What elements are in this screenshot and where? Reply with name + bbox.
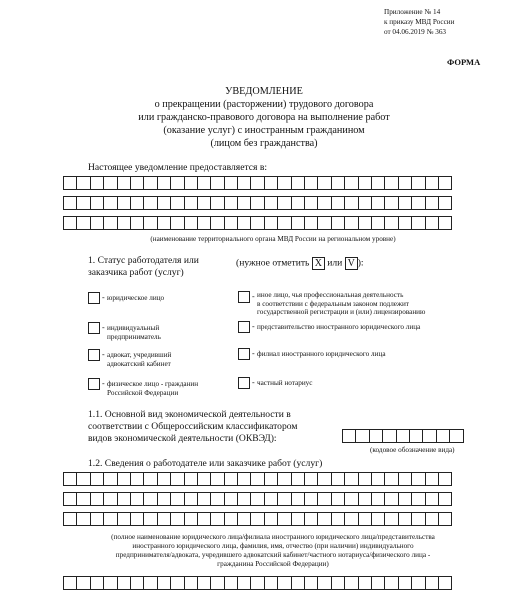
section11-line2: соответствии с Общероссийским классификатором — [88, 421, 298, 432]
input-cell[interactable] — [317, 176, 331, 190]
input-cell[interactable] — [237, 472, 251, 486]
section1-title-line1: 1. Статус работодателя или — [88, 255, 199, 266]
status-option-lawyer: адвокат, учредивший адвокатский кабинет — [107, 351, 172, 368]
input-cell[interactable] — [117, 216, 131, 230]
input-cell[interactable] — [197, 176, 211, 190]
input-cell[interactable] — [384, 216, 398, 230]
input-cell[interactable] — [237, 216, 251, 230]
input-cell[interactable] — [344, 472, 358, 486]
form-subtitle-line2: или гражданско-правового договора на выполнение работ — [138, 112, 390, 123]
input-cell[interactable] — [264, 176, 278, 190]
input-cell[interactable] — [358, 196, 372, 210]
input-cell[interactable] — [157, 176, 171, 190]
input-cell[interactable] — [396, 429, 410, 443]
input-cell[interactable] — [197, 196, 211, 210]
mark-instruction — [236, 257, 364, 270]
appendix-date: от 04.06.2019 № 363 — [384, 28, 447, 36]
mark-v-sample: V — [345, 257, 358, 270]
input-cell[interactable] — [184, 492, 198, 506]
input-cell[interactable] — [371, 472, 385, 486]
input-cell[interactable] — [304, 216, 318, 230]
input-cell[interactable] — [398, 176, 412, 190]
status-checkbox-lawyer[interactable] — [88, 349, 100, 361]
input-cell[interactable] — [250, 472, 264, 486]
input-cell[interactable] — [237, 176, 251, 190]
input-cell[interactable] — [331, 216, 345, 230]
input-cell[interactable] — [157, 216, 171, 230]
input-cell[interactable] — [355, 429, 369, 443]
input-cell[interactable] — [317, 576, 331, 590]
input-cell[interactable] — [291, 176, 305, 190]
input-cell[interactable] — [90, 216, 104, 230]
input-cell[interactable] — [130, 492, 144, 506]
employer-name-row-1[interactable] — [63, 472, 452, 486]
input-cell[interactable] — [358, 472, 372, 486]
input-cell[interactable] — [210, 492, 224, 506]
input-cell[interactable] — [63, 576, 77, 590]
input-cell[interactable] — [210, 216, 224, 230]
input-cell[interactable] — [184, 176, 198, 190]
input-cell[interactable] — [130, 176, 144, 190]
input-cell[interactable] — [371, 196, 385, 210]
input-cell[interactable] — [90, 512, 104, 526]
input-cell[interactable] — [103, 472, 117, 486]
input-cell[interactable] — [76, 576, 90, 590]
input-cell[interactable] — [371, 576, 385, 590]
form-subtitle-line1: о прекращении (расторжении) трудового договора — [154, 99, 374, 110]
input-cell[interactable] — [224, 196, 238, 210]
input-cell[interactable] — [398, 196, 412, 210]
input-cell[interactable] — [90, 176, 104, 190]
mark-suffix: ): — [357, 257, 364, 269]
input-cell[interactable] — [411, 492, 425, 506]
input-cell[interactable] — [384, 472, 398, 486]
input-cell[interactable] — [371, 176, 385, 190]
input-cell[interactable] — [90, 196, 104, 210]
input-cell[interactable] — [117, 576, 131, 590]
input-cell[interactable] — [291, 512, 305, 526]
input-cell[interactable] — [384, 492, 398, 506]
input-cell[interactable] — [425, 472, 439, 486]
input-cell[interactable] — [63, 472, 77, 486]
input-cell[interactable] — [411, 576, 425, 590]
input-cell[interactable] — [157, 196, 171, 210]
input-cell[interactable] — [130, 196, 144, 210]
mark-prefix: (нужное отметить — [236, 257, 310, 269]
input-cell[interactable] — [130, 472, 144, 486]
input-cell[interactable] — [130, 512, 144, 526]
input-cell[interactable] — [76, 492, 90, 506]
input-cell[interactable] — [317, 472, 331, 486]
input-cell[interactable] — [170, 472, 184, 486]
input-cell[interactable] — [264, 512, 278, 526]
input-cell[interactable] — [184, 576, 198, 590]
appendix-number: Приложение № 14 — [384, 8, 441, 16]
input-cell[interactable] — [264, 472, 278, 486]
input-cell[interactable] — [170, 492, 184, 506]
input-cell[interactable] — [237, 492, 251, 506]
input-cell[interactable] — [76, 176, 90, 190]
employer-name-row-4[interactable] — [63, 576, 452, 590]
input-cell[interactable] — [197, 492, 211, 506]
input-cell[interactable] — [425, 512, 439, 526]
input-cell[interactable] — [384, 576, 398, 590]
input-cell[interactable] — [411, 196, 425, 210]
status-option-representative-office: представительство иностранного юридического лица — [257, 323, 421, 331]
input-cell[interactable] — [103, 196, 117, 210]
status-checkbox-legal-entity[interactable] — [88, 292, 100, 304]
input-cell[interactable] — [130, 576, 144, 590]
input-cell[interactable] — [224, 512, 238, 526]
input-cell[interactable] — [384, 512, 398, 526]
authority-row-1[interactable] — [63, 176, 452, 190]
input-cell[interactable] — [237, 576, 251, 590]
input-cell[interactable] — [210, 512, 224, 526]
input-cell[interactable] — [103, 176, 117, 190]
input-cell[interactable] — [371, 512, 385, 526]
input-cell[interactable] — [344, 512, 358, 526]
input-cell[interactable] — [210, 472, 224, 486]
okved-code-field[interactable] — [342, 429, 464, 443]
status-checkbox-other-person[interactable] — [238, 291, 250, 303]
status-option-branch: филиал иностранного юридического лица — [257, 350, 386, 358]
okved-caption: (кодовое обозначение вида) — [370, 446, 455, 454]
authority-row-2[interactable] — [63, 196, 452, 210]
form-subtitle-line3: (оказание услуг) с иностранным гражданином — [163, 125, 365, 136]
input-cell[interactable] — [117, 512, 131, 526]
input-cell[interactable] — [264, 492, 278, 506]
input-cell[interactable] — [358, 512, 372, 526]
input-cell[interactable] — [90, 472, 104, 486]
input-cell[interactable] — [103, 492, 117, 506]
input-cell[interactable] — [291, 216, 305, 230]
input-cell[interactable] — [224, 216, 238, 230]
input-cell[interactable] — [317, 512, 331, 526]
input-cell[interactable] — [277, 576, 291, 590]
input-cell[interactable] — [63, 512, 77, 526]
input-cell[interactable] — [117, 472, 131, 486]
dash: - — [102, 379, 105, 388]
input-cell[interactable] — [237, 196, 251, 210]
input-cell[interactable] — [342, 429, 356, 443]
input-cell[interactable] — [224, 492, 238, 506]
dash: - — [102, 323, 105, 332]
status-checkbox-representative-office[interactable] — [238, 321, 250, 333]
employer-name-row-2[interactable] — [63, 492, 452, 506]
input-cell[interactable] — [425, 176, 439, 190]
input-cell[interactable] — [291, 472, 305, 486]
input-cell[interactable] — [382, 429, 396, 443]
form-label: ФОРМА — [447, 57, 481, 67]
input-cell[interactable] — [250, 196, 264, 210]
status-checkbox-notary[interactable] — [238, 377, 250, 389]
input-cell[interactable] — [331, 472, 345, 486]
input-cell[interactable] — [224, 472, 238, 486]
section11-line1: 1.1. Основной вид экономической деятельности в — [88, 409, 291, 420]
input-cell[interactable] — [384, 196, 398, 210]
input-cell[interactable] — [291, 576, 305, 590]
input-cell[interactable] — [438, 472, 452, 486]
input-cell[interactable] — [411, 512, 425, 526]
form-title: УВЕДОМЛЕНИЕ — [225, 86, 303, 97]
dash: - — [102, 293, 105, 302]
input-cell[interactable] — [117, 196, 131, 210]
input-cell[interactable] — [184, 196, 198, 210]
input-cell[interactable] — [398, 576, 412, 590]
input-cell[interactable] — [63, 196, 77, 210]
input-cell[interactable] — [117, 176, 131, 190]
input-cell[interactable] — [76, 216, 90, 230]
input-cell[interactable] — [317, 492, 331, 506]
input-cell[interactable] — [438, 512, 452, 526]
input-cell[interactable] — [438, 196, 452, 210]
input-cell[interactable] — [103, 512, 117, 526]
input-cell[interactable] — [317, 196, 331, 210]
input-cell[interactable] — [344, 216, 358, 230]
input-cell[interactable] — [264, 576, 278, 590]
employer-caption-line2: иностранного юридического лица, фамилия, имя, отчество (при наличии) индивидуального — [132, 542, 414, 550]
input-cell[interactable] — [277, 492, 291, 506]
input-cell[interactable] — [157, 512, 171, 526]
input-cell[interactable] — [130, 216, 144, 230]
input-cell[interactable] — [358, 576, 372, 590]
employer-caption-line3: предпринимателя/адвоката, учредившего адвокатский кабинет/частного нотариуса/физического лица - — [115, 551, 431, 559]
input-cell[interactable] — [63, 216, 77, 230]
input-cell[interactable] — [170, 576, 184, 590]
input-cell[interactable] — [425, 492, 439, 506]
input-cell[interactable] — [143, 196, 157, 210]
status-option-entrepreneur: индивидуальный предприниматель — [107, 324, 161, 341]
input-cell[interactable] — [277, 176, 291, 190]
input-cell[interactable] — [157, 576, 171, 590]
input-cell[interactable] — [398, 512, 412, 526]
input-cell[interactable] — [170, 512, 184, 526]
input-cell[interactable] — [170, 176, 184, 190]
input-cell[interactable] — [331, 196, 345, 210]
input-cell[interactable] — [224, 576, 238, 590]
input-cell[interactable] — [369, 429, 383, 443]
dash: - — [252, 292, 255, 301]
input-cell[interactable] — [197, 512, 211, 526]
status-option-legal-entity: юридическое лицо — [107, 294, 165, 302]
input-cell[interactable] — [277, 472, 291, 486]
input-cell[interactable] — [425, 576, 439, 590]
input-cell[interactable] — [331, 576, 345, 590]
status-checkbox-individual[interactable] — [88, 378, 100, 390]
input-cell[interactable] — [250, 492, 264, 506]
input-cell[interactable] — [398, 472, 412, 486]
input-cell[interactable] — [344, 176, 358, 190]
input-cell[interactable] — [344, 492, 358, 506]
input-cell[interactable] — [210, 176, 224, 190]
appendix-order: к приказу МВД России — [384, 18, 455, 26]
input-cell[interactable] — [143, 472, 157, 486]
input-cell[interactable] — [438, 576, 452, 590]
input-cell[interactable] — [371, 216, 385, 230]
dash: - — [252, 349, 255, 358]
section1-title-line2: заказчика работ (услуг) — [88, 267, 184, 278]
input-cell[interactable] — [63, 492, 77, 506]
input-cell[interactable] — [157, 492, 171, 506]
intro-text: Настоящее уведомление предоставляется в: — [88, 162, 268, 173]
input-cell[interactable] — [371, 492, 385, 506]
status-option-other-person: иное лицо, чья профессиональная деятельность в соответствии с федеральным законом подлежит государственной регистрации и (или) лицензированию — [257, 291, 426, 317]
input-cell[interactable] — [411, 216, 425, 230]
input-cell[interactable] — [76, 196, 90, 210]
input-cell[interactable] — [210, 576, 224, 590]
input-cell[interactable] — [264, 196, 278, 210]
input-cell[interactable] — [76, 472, 90, 486]
input-cell[interactable] — [344, 196, 358, 210]
mark-or: или — [327, 257, 343, 269]
input-cell[interactable] — [425, 196, 439, 210]
dash: - — [102, 350, 105, 359]
input-cell[interactable] — [250, 176, 264, 190]
input-cell[interactable] — [291, 196, 305, 210]
input-cell[interactable] — [250, 512, 264, 526]
input-cell[interactable] — [358, 216, 372, 230]
input-cell[interactable] — [304, 176, 318, 190]
input-cell[interactable] — [304, 472, 318, 486]
employer-name-row-3[interactable] — [63, 512, 452, 526]
input-cell[interactable] — [384, 176, 398, 190]
input-cell[interactable] — [436, 429, 450, 443]
input-cell[interactable] — [411, 176, 425, 190]
authority-caption: (наименование территориального органа МВД России на региональном уровне) — [150, 235, 396, 243]
input-cell[interactable] — [398, 492, 412, 506]
authority-row-3[interactable] — [63, 216, 452, 230]
input-cell[interactable] — [304, 196, 318, 210]
input-cell[interactable] — [184, 472, 198, 486]
input-cell[interactable] — [63, 176, 77, 190]
status-option-notary: частный нотариус — [257, 379, 313, 387]
input-cell[interactable] — [277, 216, 291, 230]
input-cell[interactable] — [103, 576, 117, 590]
input-cell[interactable] — [197, 472, 211, 486]
input-cell[interactable] — [304, 576, 318, 590]
input-cell[interactable] — [143, 176, 157, 190]
input-cell[interactable] — [331, 492, 345, 506]
employer-caption-line4: гражданина Российской Федерации) — [217, 560, 329, 568]
input-cell[interactable] — [143, 576, 157, 590]
input-cell[interactable] — [197, 576, 211, 590]
input-cell[interactable] — [103, 216, 117, 230]
input-cell[interactable] — [331, 176, 345, 190]
input-cell[interactable] — [250, 576, 264, 590]
input-cell[interactable] — [425, 216, 439, 230]
input-cell[interactable] — [143, 492, 157, 506]
input-cell[interactable] — [237, 512, 251, 526]
input-cell[interactable] — [184, 216, 198, 230]
input-cell[interactable] — [277, 196, 291, 210]
status-checkbox-entrepreneur[interactable] — [88, 322, 100, 334]
status-option-individual: физическое лицо - гражданин Российской Федерации — [107, 380, 199, 397]
input-cell[interactable] — [210, 196, 224, 210]
input-cell[interactable] — [449, 429, 463, 443]
input-cell[interactable] — [304, 492, 318, 506]
input-cell[interactable] — [304, 512, 318, 526]
input-cell[interactable] — [117, 492, 131, 506]
input-cell[interactable] — [264, 216, 278, 230]
input-cell[interactable] — [331, 512, 345, 526]
input-cell[interactable] — [197, 216, 211, 230]
input-cell[interactable] — [90, 492, 104, 506]
form-subtitle-line4: (лицом без гражданства) — [210, 138, 318, 149]
input-cell[interactable] — [409, 429, 423, 443]
mark-x-sample: X — [312, 257, 325, 270]
dash: - — [252, 378, 255, 387]
input-cell[interactable] — [317, 216, 331, 230]
input-cell[interactable] — [184, 512, 198, 526]
input-cell[interactable] — [76, 512, 90, 526]
input-cell[interactable] — [438, 492, 452, 506]
input-cell[interactable] — [143, 512, 157, 526]
input-cell[interactable] — [277, 512, 291, 526]
section11-line3: видов экономической деятельности (ОКВЭД): — [88, 433, 277, 444]
input-cell[interactable] — [157, 472, 171, 486]
input-cell[interactable] — [143, 216, 157, 230]
input-cell[interactable] — [438, 216, 452, 230]
input-cell[interactable] — [291, 492, 305, 506]
input-cell[interactable] — [224, 176, 238, 190]
input-cell[interactable] — [358, 176, 372, 190]
input-cell[interactable] — [170, 216, 184, 230]
input-cell[interactable] — [398, 216, 412, 230]
input-cell[interactable] — [422, 429, 436, 443]
input-cell[interactable] — [358, 492, 372, 506]
input-cell[interactable] — [438, 176, 452, 190]
input-cell[interactable] — [411, 472, 425, 486]
input-cell[interactable] — [250, 216, 264, 230]
input-cell[interactable] — [170, 196, 184, 210]
input-cell[interactable] — [344, 576, 358, 590]
dash: - — [252, 322, 255, 331]
status-checkbox-branch[interactable] — [238, 348, 250, 360]
section12-title: 1.2. Сведения о работодателе или заказчике работ (услуг) — [88, 458, 323, 469]
input-cell[interactable] — [90, 576, 104, 590]
employer-caption-line1: (полное наименование юридического лица/филиала иностранного юридического лица/представительства — [111, 533, 435, 541]
